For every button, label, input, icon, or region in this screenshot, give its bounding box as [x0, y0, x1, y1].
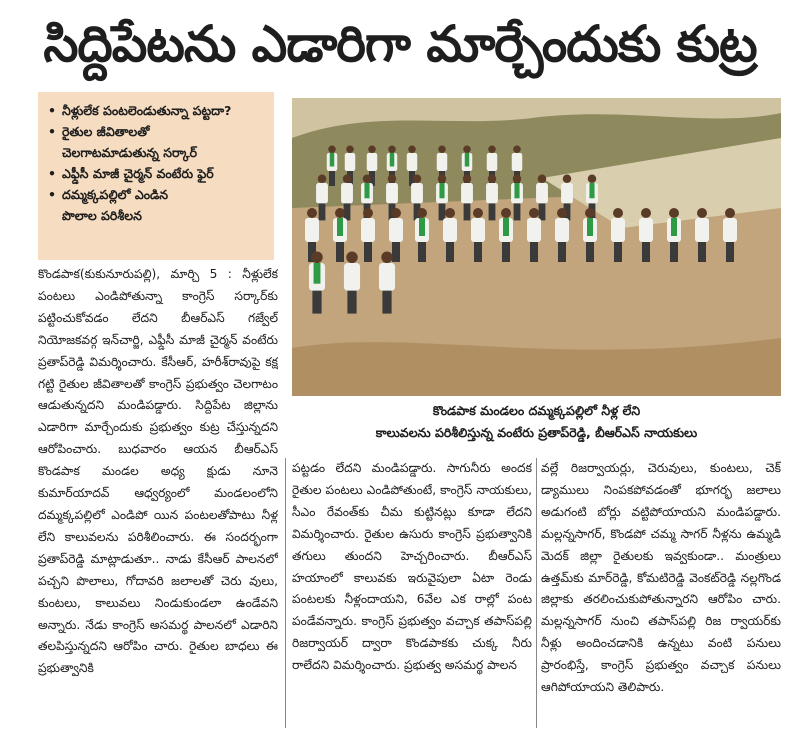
group-photo-illustration [292, 98, 781, 396]
bullet-icon: • [48, 124, 56, 139]
highlight-text: నీళ్లులేక పంటలెండుతున్నా పట్టదా? [62, 103, 232, 118]
headline: సిద్దిపేటను ఎడారిగా మార్చేందుకు కుట్ర [43, 15, 757, 73]
article-column-1 [38, 264, 278, 728]
photo-caption: కొండపాక మండలం దమ్మక్కపల్లిలో నీళ్ల లేని కాలువలను పరిశీలిస్తున్న వంటేరు ప్రతాప్‌రెడ్డి, బీఆర్ఎస్ నాయకులు [375, 403, 698, 440]
column-divider [285, 458, 286, 728]
article-column-3 [541, 458, 781, 728]
article-text: వల్లే రిజర్వాయర్లు, చెరువులు, కుంటలు, చెక్ డ్యాములు నింపకపోవడంతో భూగర్భ జలాలు అడుగంటి బోర్లు వట్టిపోయాయని మండిపడ్డారు. మల్లన్నసాగర్, కొండపో చమ్మ సాగర్ నీళ్లను ఉమ్మడి మెదక్ జిల్లా రైతులకు ఇవ్వకుండా.. మంత్రులు ఉత్తమ్‌కు మార్‌రెడ్డి, కోమటిరెడ్డి వెంకట్‌రెడ్డి నల్లగొండ జిల్లాకు తరలించుకుపోతున్నారని ఆరోపిం చారు. మల్లన్నసాగర్ నుంచి తపాస్‌పల్లి రిజ ర్వాయర్‌కు నీళ్లు అందించడానికి ఉన్నటు వంటి పనులు ప్రారంభిస్తే, కాంగ్రెస్ ప్రభుత్వం వచ్చాక పనులు ఆగిపోయాయని తెలిపారు. [541, 461, 781, 695]
highlight-item [48, 163, 264, 184]
column-divider [536, 458, 537, 728]
highlight-text: ఎఫ్డీసీ మాజీ చైర్మన్ వంటేరు ఫైర్ [62, 166, 214, 181]
bullet-icon: • [48, 103, 56, 118]
highlight-text: రైతుల జీవితాలతో చెలగాటమాడుతున్న సర్కార్ [62, 124, 198, 160]
group-photo [292, 98, 781, 396]
highlight-text: దమ్మక్కపల్లిలో ఎండిన పొలాల పరిశీలన [62, 187, 169, 223]
highlight-item [48, 100, 264, 121]
highlights-box [38, 92, 274, 260]
article-column-2 [292, 458, 532, 728]
highlight-item [48, 121, 264, 163]
highlight-item [48, 184, 264, 226]
article-text: పట్టడం లేదని మండిపడ్డారు. సాగునీరు అందక రైతుల పంటలు ఎండిపోతుంటే, కాంగ్రెస్ నాయకులు, సీఎం రేవంత్‌కు చీమ కుట్టినట్లు కూడా లేదని విమర్శించారు. రైతుల ఉసురు కాంగ్రెస్ ప్రభుత్వానికి తగులు తుందని హెచ్చరించారు. బీఆర్ఎస్ హయాంలో కాలువకు ఇరువైపులా ఏటా రెండు పంటలకు నీళ్లందాయని, 6వేల ఎక రాల్లో పంట పండేవన్నారు. కాంగ్రెస్ ప్రభుత్వం వచ్చాక తపాస్‌పల్లి రిజర్వాయర్ ద్వారా కొండపాకకు చుక్క నీరు రాలేదని విమర్శించారు. ప్రభుత్వ అసమర్థ పాలన [292, 461, 532, 673]
article-text: కొండపాక(కుకునూరుపల్లి), మార్చి 5 : నీళ్లులేక పంటలు ఎండిపోతున్నా కాంగ్రెస్ సర్కార్‌కు పట్టించుకోవడం లేదని బీఆర్ఎస్ గజ్వేల్ నియోజకవర్గ ఇన్‌చార్జి, ఎఫ్డీసీ మాజీ చైర్మన్ వంటేరు ప్రతాప్‌రెడ్డి విమర్శించారు. కేసీఆర్, హరీశ్‌రావుపై కక్ష గట్టి రైతుల జీవితాలతో కాంగ్రెస్ ప్రభుత్వం చెలగాటం ఆడుతున్నదని మండిపడ్డారు. సిద్దిపేట జిల్లాను ఎడారిగా మార్చేందుకు ప్రభుత్వం కుట్ర చేస్తున్నదని ఆరోపించారు. బుధవారం ఆయన బీఆర్ఎస్ కొండపాక మండల అధ్య క్షుడు నూనె కుమార్‌యాదవ్ ఆధ్వర్యంలో మండలంలోని దమ్మక్కపల్లిలో ఎండిపో యిన పంటలతోపాటు నీళ్ల లేని కాలువలను పరిశీలించారు. ఈ సందర్భంగా ప్రతాప్‌రెడ్డి మాట్లాడుతూ.. నాడు కేసీఆర్ పాలనలో పచ్చని పొలాలు, గోదావరి జలాలతో చెరు వులు, కుంటలు, కాలువలు నిండుకుండలా ఉండేవని అన్నారు. నేడు కాంగ్రెస్ అసమర్థ పాలనలో ఎడారిని తలపిస్తున్నదని ఆరోపిం చారు. రైతుల బాధలు ఈ ప్రభుత్వానికి [38, 267, 278, 676]
bullet-icon: • [48, 166, 56, 181]
bullet-icon: • [48, 187, 56, 202]
